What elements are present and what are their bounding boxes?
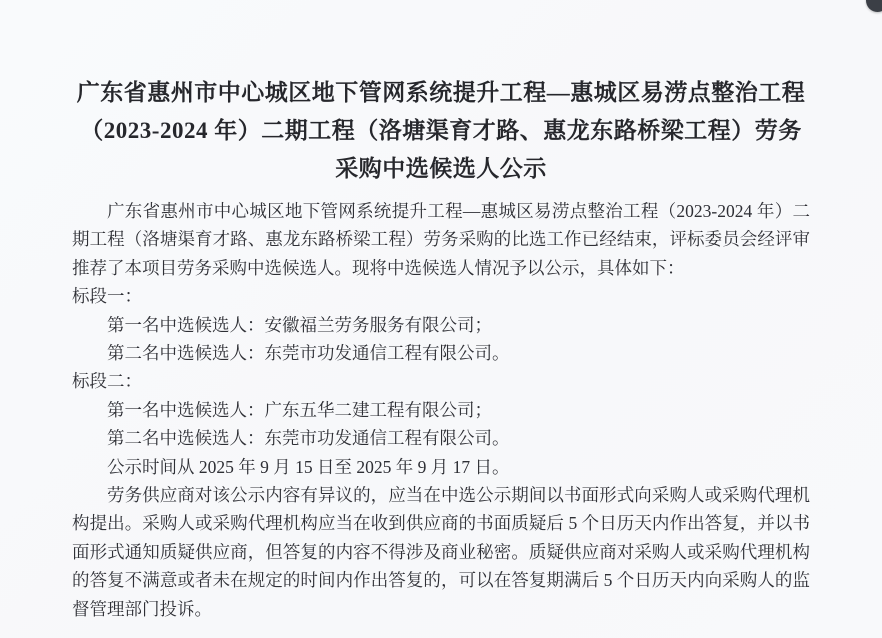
lot1-second-candidate: 第二名中选候选人：东莞市功发通信工程有限公司。	[107, 343, 510, 364]
lot2-second-candidate: 第二名中选候选人：东莞市功发通信工程有限公司。	[107, 428, 510, 449]
document-body	[0, 188, 882, 623]
publicity-period: 公示时间从 2025 年 9 月 15 日至 2025 年 9 月 17 日。	[107, 456, 510, 477]
lot1-first-candidate: 第一名中选候选人：安徽福兰劳务服务有限公司；	[107, 314, 492, 335]
paragraph-intro: 广东省惠州市中心城区地下管网系统提升工程—惠城区易涝点整治工程（2023-2024 年）二期工程（洛塘渠育才路、惠龙东路桥梁工程）劳务采购的比选工作已经结束，评标委员会经评审推荐了本项目劳务采购中选候选人。现将中选候选人情况予以公示，具体如下：	[72, 201, 810, 278]
section-label-lot-2: 标段二：	[72, 371, 142, 392]
document-title: 广东省惠州市中心城区地下管网系统提升工程—惠城区易涝点整治工程（2023-2024 年）二期工程（洛塘渠育才路、惠龙东路桥梁工程）劳务采购中选候选人公示	[76, 80, 806, 181]
paragraph-objection-procedure: 劳务供应商对该公示内容有异议的，应当在中选公示期间以书面形式向采购人或采购代理机构提出。采购人或采购代理机构应当在收到供应商的书面质疑后 5 个日历天内作出答复，并以书面形式通知质疑供应商，但答复的内容不得涉及商业秘密。质疑供应商对采购人或采购代理机构的答复不满意或者未在规定的时间内作出答复的，可以在答复期满后 5 个日历天内向采购人的监督管理部门投诉。	[72, 485, 810, 619]
lot2-first-candidate: 第一名中选候选人：广东五华二建工程有限公司；	[107, 399, 492, 420]
section-label-lot-1: 标段一：	[72, 286, 142, 307]
